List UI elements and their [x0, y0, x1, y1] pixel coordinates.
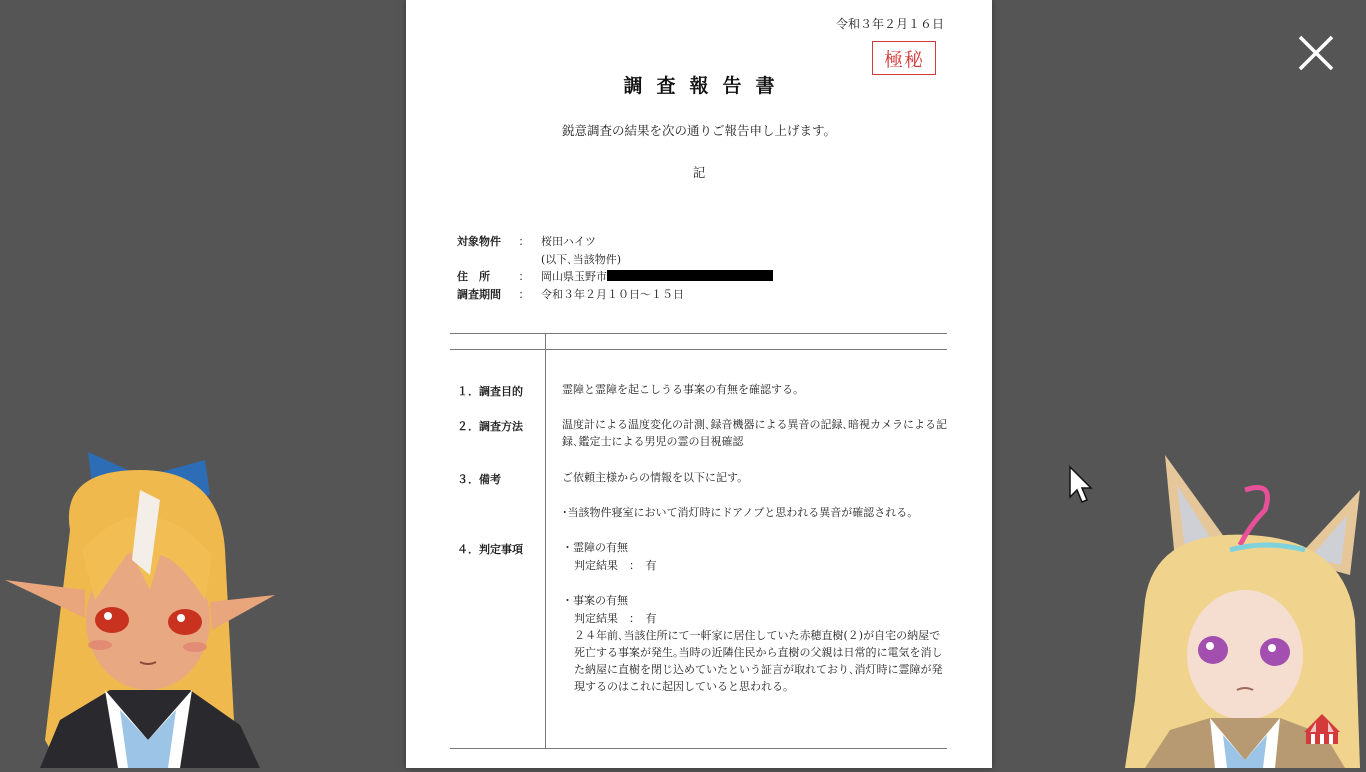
table-header-line [450, 349, 947, 350]
report-document [406, 0, 992, 768]
section-text-note: ･当該物件寝室において消灯時にドアノブと思われる異音が確認される。 [562, 506, 919, 519]
info-address-row [457, 268, 773, 284]
section-label: ４．判定事項 [457, 543, 523, 556]
section-text: 温度計による温度変化の計測､録音機器による異音の記録､暗視カメラによる記録､鑑定士による男児の霊の目視確認 [562, 418, 947, 448]
table-bottom-line [450, 748, 947, 749]
separator: ： [518, 235, 530, 248]
report-date: 令和３年２月１６日 [835, 17, 944, 31]
period-value: 令和３年２月１０日〜１５日 [541, 288, 684, 301]
left-avatar [0, 440, 290, 768]
circus-tent-logo-icon [1302, 712, 1342, 746]
period-label: 調査期間 [457, 288, 501, 301]
report-intro: 鋭意調査の結果を次の通りご報告申し上げます。 [561, 123, 836, 138]
address-label: 住 所 [457, 270, 490, 283]
separator: ： [518, 288, 530, 301]
close-icon [1296, 33, 1336, 73]
mouse-cursor-icon [1068, 465, 1092, 505]
report-ki: 記 [692, 165, 706, 180]
address-value: 岡山県玉野市 [541, 270, 607, 283]
property-value: 桜田ハイツ [541, 235, 596, 248]
section-label: １．調査目的 [457, 385, 523, 398]
judgement-item-result: 判定結果 ： 有 [574, 559, 657, 572]
close-button[interactable] [1296, 33, 1336, 73]
info-period-row [457, 286, 684, 302]
section-text: ご依頼主様からの情報を以下に記す。 [562, 471, 749, 484]
address-redaction [607, 270, 773, 281]
property-label: 対象物件 [457, 235, 501, 248]
property-note: (以下､当該物件) [541, 253, 622, 266]
section-text: 霊障と霊障を起こしうる事案の有無を確認する。 [562, 383, 804, 396]
section-label: ２．調査方法 [457, 420, 523, 433]
judgement-detail: ２４年前､当該住所にて一軒家に居住していた赤穂直樹(２)が自宅の納屋で死亡する事案が発生｡当時の近隣住民から直樹の父親は日常的に電気を消した納屋に直樹を閉じ込めていたという証言が取れており､消灯時に霊障が発現するのはこれに起因していると思われる。 [574, 629, 943, 693]
report-title: 調査報告書 [623, 75, 789, 97]
separator: ： [518, 270, 530, 283]
table-column-divider [545, 334, 546, 749]
section-label: ３．備考 [457, 473, 501, 486]
judgement-item-head: ・事案の有無 [562, 594, 628, 607]
table-top-line [450, 333, 947, 334]
confidential-stamp: 極秘 [872, 41, 936, 75]
judgement-item-head: ・霊障の有無 [562, 541, 628, 554]
info-property-row [457, 233, 596, 249]
judgement-item-result: 判定結果 ： 有 [574, 612, 657, 625]
